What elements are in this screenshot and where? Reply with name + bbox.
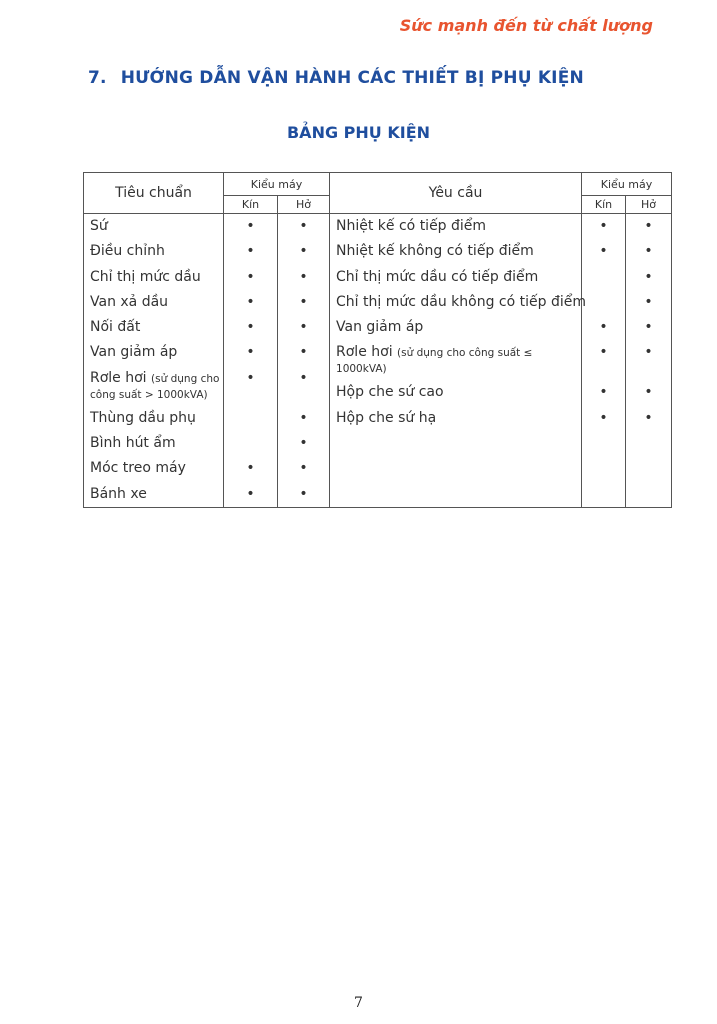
section-heading — [88, 68, 584, 88]
dot-mark: • — [299, 344, 308, 361]
standard-item: Nối đất — [90, 319, 141, 336]
header-open-left: Hở — [278, 196, 330, 214]
dot-mark: • — [246, 460, 255, 477]
standard-item: Chỉ thị mức dầu — [90, 268, 201, 285]
dot-mark: • — [246, 243, 255, 260]
dot-mark — [224, 406, 277, 431]
header-model-type-right: Kiểu máy — [582, 173, 672, 196]
dot-mark: • — [246, 485, 255, 502]
header-required: Yêu cầu — [330, 173, 582, 214]
dot-mark: • — [299, 485, 308, 502]
dot-mark: • — [599, 218, 608, 234]
accessories-table — [83, 172, 672, 508]
required-item: Hộp che sứ cao — [336, 384, 444, 401]
standard-names-column — [84, 214, 224, 508]
table-title: BẢNG PHỤ KIỆN — [286, 123, 431, 142]
standard-item: Móc treo máy — [90, 460, 186, 477]
dot-mark — [224, 431, 277, 456]
dot-mark: • — [644, 293, 653, 310]
dot-mark: • — [299, 218, 308, 234]
section-title: HƯỚNG DẪN VẬN HÀNH CÁC THIẾT BỊ PHỤ KIỆN — [120, 68, 584, 88]
standard-item — [84, 366, 223, 406]
standard-item: Thùng dầu phụ — [90, 409, 196, 426]
standard-item-name: Rơle hơi — [90, 369, 147, 386]
dot-mark — [582, 290, 625, 315]
company-slogan: Sức mạnh đến từ chất lượng — [399, 16, 653, 35]
header-model-type-left: Kiểu máy — [224, 173, 330, 196]
required-closed-column — [582, 214, 626, 508]
dot-mark: • — [644, 384, 653, 401]
section-number: 7. — [88, 68, 107, 88]
dot-mark: • — [299, 293, 308, 310]
required-item: Nhiệt kế có tiếp điểm — [336, 218, 487, 234]
dot-mark: • — [299, 460, 308, 477]
dot-mark: • — [299, 243, 308, 260]
header-closed-right: Kín — [582, 196, 626, 214]
dot-mark: • — [599, 344, 608, 361]
dot-mark: • — [246, 369, 255, 386]
required-item: Chỉ thị mức dầu không có tiếp điểm — [336, 293, 586, 310]
required-item: Chỉ thị mức dầu có tiếp điểm — [336, 268, 539, 285]
dot-mark: • — [599, 319, 608, 336]
standard-item: Van xả dầu — [90, 293, 169, 310]
dot-mark — [582, 265, 625, 290]
dot-mark: • — [246, 218, 255, 234]
dot-mark: • — [299, 268, 308, 285]
required-item-note: (sử dụng cho công suất ≤ 1000kVA) — [336, 347, 533, 376]
required-item-name: Rơle hơi — [336, 344, 393, 361]
dot-mark: • — [599, 384, 608, 401]
required-item — [330, 340, 581, 380]
dot-mark: • — [644, 268, 653, 285]
dot-mark: • — [644, 409, 653, 426]
standard-item-note: (sử dụng cho công suất > 1000kVA) — [90, 372, 220, 401]
required-names-column — [330, 214, 586, 508]
standard-item: Van giảm áp — [90, 344, 178, 361]
dot-mark: • — [644, 344, 653, 361]
header-open-right: Hở — [626, 196, 672, 214]
standard-item: Sứ — [90, 218, 108, 234]
dot-mark: • — [644, 218, 653, 234]
header-closed-left: Kín — [224, 196, 278, 214]
dot-mark: • — [246, 293, 255, 310]
standard-item: Điều chỉnh — [90, 243, 165, 260]
standard-item: Bánh xe — [90, 485, 147, 502]
dot-mark: • — [599, 409, 608, 426]
standard-open-column — [278, 214, 330, 508]
required-item: Van giảm áp — [336, 319, 424, 336]
standard-closed-column — [224, 214, 278, 508]
standard-item: Bình hút ẩm — [90, 435, 176, 452]
required-item: Nhiệt kế không có tiếp điểm — [336, 243, 534, 260]
dot-mark: • — [246, 268, 255, 285]
dot-mark: • — [299, 369, 308, 386]
dot-mark: • — [644, 243, 653, 260]
required-open-column — [626, 214, 672, 508]
dot-mark: • — [246, 319, 255, 336]
dot-mark: • — [599, 243, 608, 260]
dot-mark: • — [246, 344, 255, 361]
dot-mark: • — [299, 435, 308, 452]
dot-mark: • — [299, 319, 308, 336]
page-number: 7 — [354, 995, 363, 1011]
required-item: Hộp che sứ hạ — [336, 409, 437, 426]
header-standard: Tiêu chuẩn — [84, 173, 224, 214]
dot-mark: • — [644, 319, 653, 336]
dot-mark: • — [299, 409, 308, 426]
